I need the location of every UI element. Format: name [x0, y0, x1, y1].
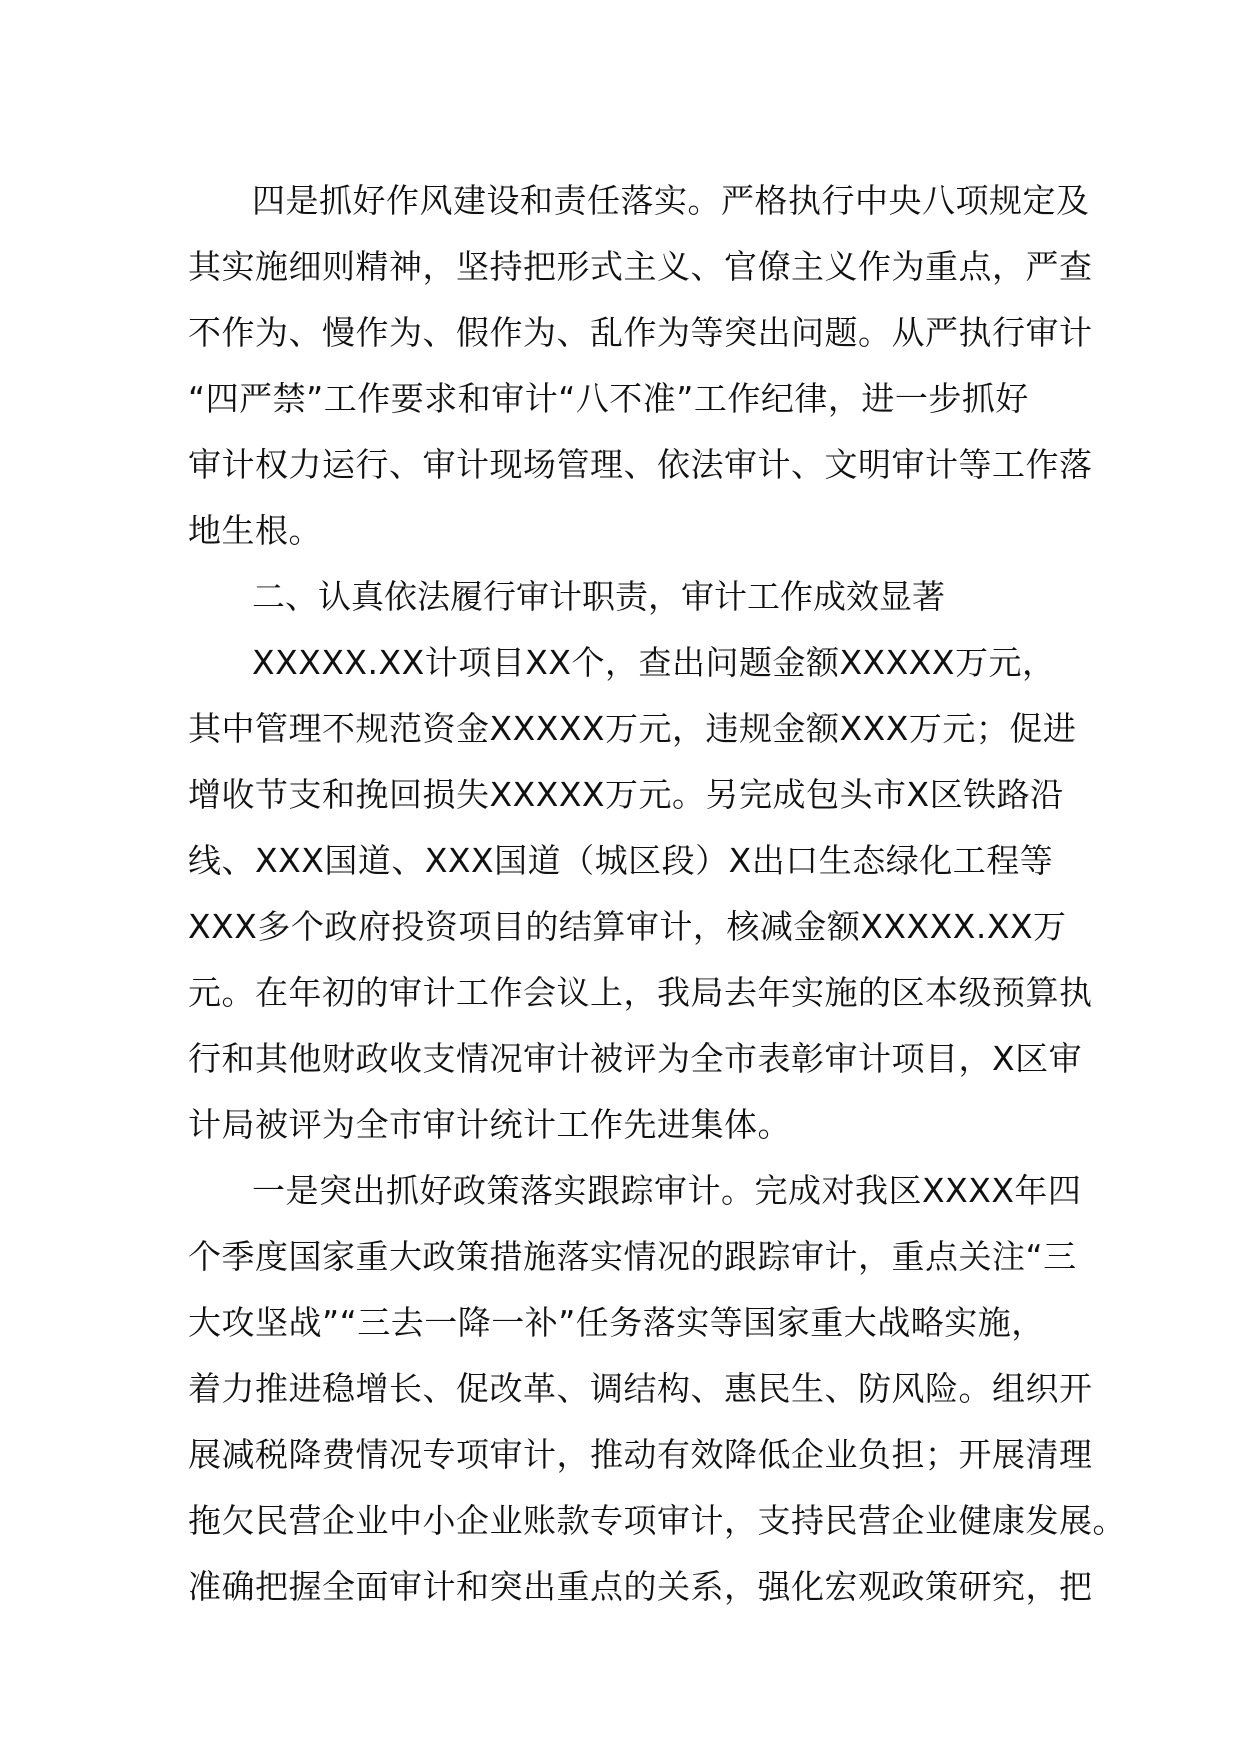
paragraph-line: 线、XXX国道、XXX国道（城区段）X出口生态绿化工程等: [188, 841, 1054, 880]
paragraph-line: 其实施细则精神，坚持把形式主义、官僚主义作为重点，严查: [188, 247, 1093, 286]
paragraph-line: 一是突出抓好政策落实跟踪审计。完成对我区XXXX年四: [252, 1171, 1082, 1210]
paragraph-line: “四严禁”工作要求和审计“八不准”工作纪律，进一步抓好: [188, 379, 1029, 418]
paragraph-line: 元。在年初的审计工作会议上，我局去年实施的区本级预算执: [188, 973, 1093, 1012]
paragraph-line: 审计权力运行、审计现场管理、依法审计、文明审计等工作落: [188, 445, 1093, 484]
paragraph-line: 个季度国家重大政策措施落实情况的跟踪审计，重点关注“三: [188, 1237, 1077, 1276]
paragraph-line: 四是抓好作风建设和责任落实。严格执行中央八项规定及: [252, 181, 1090, 220]
paragraph-line: XXXXX.XX计项目XX个，查出问题金额XXXXX万元，: [252, 643, 1056, 682]
paragraph-line: 着力推进稳增长、促改革、调结构、惠民生、防风险。组织开: [188, 1369, 1093, 1408]
paragraph-line: 地生根。: [188, 511, 322, 550]
paragraph-line: 不作为、慢作为、假作为、乱作为等突出问题。从严执行审计: [188, 313, 1093, 352]
paragraph-line: XXX多个政府投资项目的结算审计，核减金额XXXXX.XX万: [188, 907, 1067, 946]
paragraph-line: 行和其他财政收支情况审计被评为全市表彰审计项目，X区审: [188, 1039, 1083, 1078]
document-body: [188, 168, 1126, 1620]
paragraph-line: 大攻坚战”“三去一降一补”任务落实等国家重大战略实施，: [188, 1303, 1045, 1342]
paragraph-line: 准确把握全面审计和突出重点的关系，强化宏观政策研究，把: [188, 1567, 1093, 1606]
paragraph-line: 其中管理不规范资金XXXXX万元，违规金额XXX万元；促进: [188, 709, 1077, 748]
paragraph-line: 增收节支和挽回损失XXXXX万元。另完成包头市X区铁路沿: [188, 775, 1064, 814]
paragraph-line: 展减税降费情况专项审计，推动有效降低企业负担；开展清理: [188, 1435, 1093, 1474]
section-heading: 二、认真依法履行审计职责，审计工作成效显著: [252, 577, 945, 616]
paragraph-line: 拖欠民营企业中小企业账款专项审计，支持民营企业健康发展。: [188, 1501, 1126, 1540]
paragraph-line: 计局被评为全市审计统计工作先进集体。: [188, 1105, 791, 1144]
